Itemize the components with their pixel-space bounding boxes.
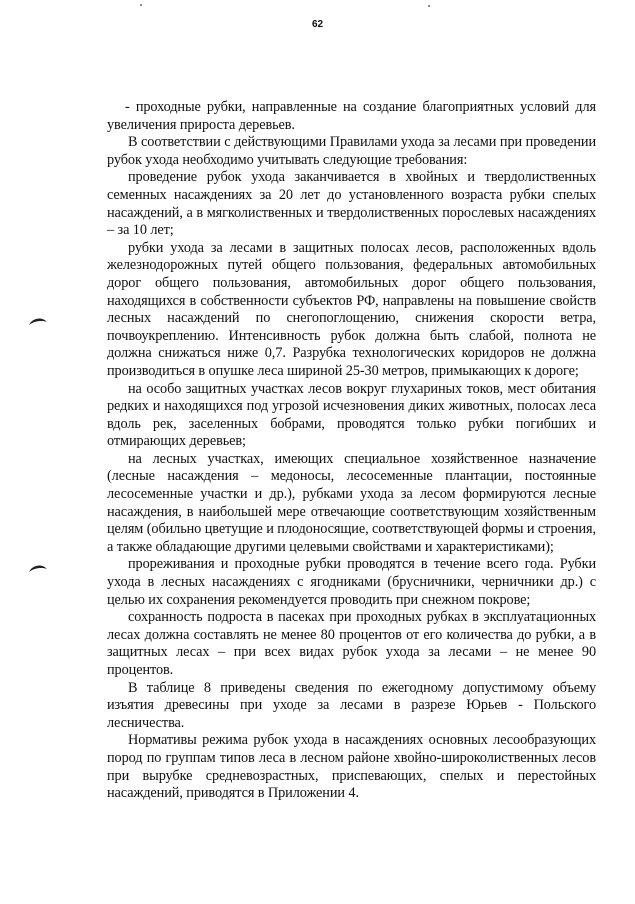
document-body — [107, 99, 596, 803]
paragraph: Нормативы режима рубок ухода в насаждениях основных лесообразующих пород по группам типов леса в лесном районе хвойно-широколиственных лесов при вырубке средневозрастных, приспевающих, спелых и перестойных насаждений, приводятся в Приложении 4. — [107, 732, 596, 802]
page-number: 62 — [311, 19, 324, 30]
paragraph: - проходные рубки, направленные на создание благоприятных условий для увеличения прироста деревьев. — [107, 99, 596, 133]
paragraph: на особо защитных участках лесов вокруг глухариных токов, мест обитания редких и находящихся под угрозой исчезновения диких животных, полосах леса вдоль рек, заселенных бобрами, проводятся только рубки погибших и отмирающих деревьев; — [107, 380, 596, 450]
scan-speck — [140, 4, 142, 6]
scan-speck — [428, 5, 430, 7]
binder-hole-mark — [28, 563, 48, 573]
paragraph: на лесных участках, имеющих специальное хозяйственное назначение (лесные насаждения – медоносы, лесосеменные плантации, постоянные лесосеменные участки и др.), рубками ухода за лесом формируются лесные насаждения, в наибольшей мере отвечающие соответствующим хозяйственным целям (обильно цветущие и плодоносящие, соответствующей формы и строения, а также обладающие другими целевыми свойствами и характеристиками); — [107, 450, 596, 555]
paragraph: проведение рубок ухода заканчивается в хвойных и твердолиственных семенных насаждениях за 20 лет до установленного возраста рубки спелых насаждений, а в мягколиственных и твердолиственных порослевых насаждениях – за 10 лет; — [107, 169, 596, 239]
paragraph: сохранность подроста в пасеках при проходных рубках в эксплуатационных лесах должна составлять не менее 80 процентов от его количества до рубки, а в защитных лесах – при всех видах рубок ухода за лесами – не менее 90 процентов. — [107, 609, 596, 678]
binder-hole-mark — [28, 316, 48, 326]
paragraph: рубки ухода за лесами в защитных полосах лесов, расположенных вдоль железнодорожных путей общего пользования, федеральных автомобильных дорог общего пользования, автомобильных дорог общего пользования, находящихся в собственности субъектов РФ, направлены на повышение свойств лесных насаждений по снегопоглощению, снижения скорости ветра, почвоукреплению. Интенсивность рубок должна быть слабой, полнота не должна снижаться ниже 0,7. Разрубка технологических коридоров не должна производиться в опушке леса шириной 25-30 метров, примыкающих к дороге; — [107, 239, 596, 379]
paragraph: В таблице 8 приведены сведения по ежегодному допустимому объему изъятия древесины при уходе за лесами в разрезе Юрьев - Польского лесничества. — [107, 679, 596, 731]
paragraph: прореживания и проходные рубки проводятся в течение всего года. Рубки ухода в лесных насаждениях с ягодниками (брусничники, черничники др.) с целью их сохранения рекомендуется проводить при снежном покрове; — [107, 556, 596, 608]
paragraph: В соответствии с действующими Правилами ухода за лесами при проведении рубок ухода необходимо учитывать следующие требования: — [107, 134, 596, 168]
